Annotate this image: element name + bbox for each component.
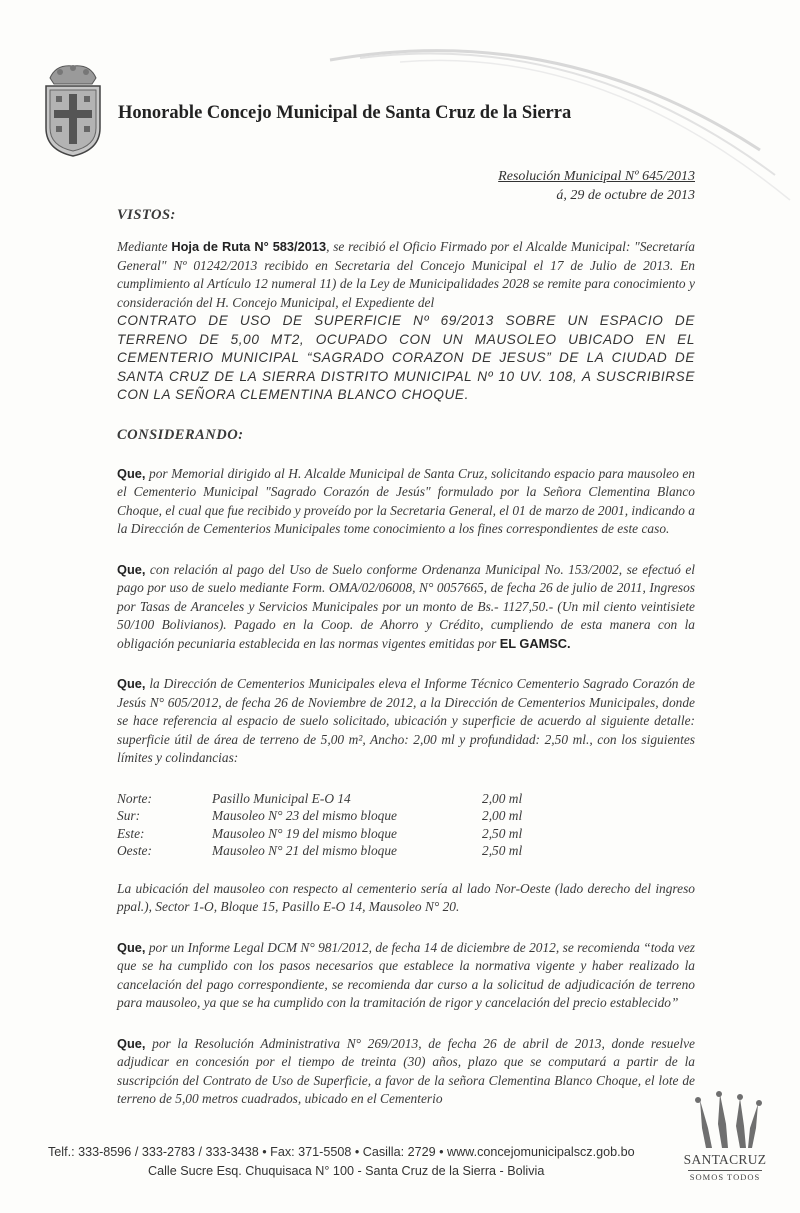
table-row: Norte: Pasillo Municipal E-O 14 2,00 ml — [117, 790, 523, 806]
considerando-paragraph-3: Que, la Dirección de Cementerios Municipales eleva el Informe Técnico Cementerio Sagrado Corazón de Jesús N° 605/2012, de fecha 26 de Noviembre de 2012, a la Dirección de Cementerios Municipales, donde se hace referencia al espacio de suelo solicitado, ubicación y superficie de acuerdo al siguiente detalle: superficie útil de área de terreno de 5,00 m², Ancho: 2,00 ml y profundidad: 2,50 ml., con los siguientes límites y colindancias: — [117, 676, 695, 765]
santa-cruz-logo-text — [680, 1152, 770, 1182]
document-body — [117, 205, 695, 1109]
logo-name: SANTACRUZ — [683, 1152, 767, 1167]
contract-title: CONTRATO DE USO DE SUPERFICIE Nº 69/2013 SOBRE UN ESPACIO DE TERRENO DE 5,00 MT2, OCUPADO CON UN MAUSOLEO UBICADO EN EL CEMENTERIO MUNICIPAL “SAGRADO CORAZON DE JESUS” DE LA CIUDAD DE SANTA CRUZ DE LA SIERRA DISTRITO MUNICIPAL Nº 10 UV. 108, A SUSCRIBIRSE CON LA SEÑORA CLEMENTINA BLANCO CHOQUE. — [117, 313, 695, 402]
boundaries-table — [117, 790, 562, 860]
footer-contact: Telf.: 333-8596 / 333-2783 / 333-3438 • Fax: 371-5508 • Casilla: 2729 • www.concejomunicipalscz.gob.bo — [48, 1145, 635, 1159]
considerando-paragraph-1: Que, por Memorial dirigido al H. Alcalde Municipal de Santa Cruz, solicitando espacio para mausoleo en el Cementerio Municipal "Sagrado Corazón de Jesús" formulado por la Señora Clementina Blanco Choque, el cual que fue recibido y proveído por la Secretaria General, el 01 de marzo de 2001, indicando a la Dirección de Cementerios Municipales tome conocimiento a los fines correspondientes de este caso. — [117, 465, 695, 536]
resolution-number: Resolución Municipal Nº 645/2013 — [498, 169, 695, 184]
table-row: Sur: Mausoleo N° 23 del mismo bloque 2,00 ml — [117, 808, 523, 823]
considerando-paragraph-5: Que, por la Resolución Administrativa N° 269/2013, de fecha 26 de abril de 2013, donde resuelve adjudicar en concesión por el tiempo de treinta (30) años, plazo que se computará a partir de la suscripción del Contrato de Uso de Superficie, a favor de la señora Clementina Blanco Choque, el lote de terreno de 5,00 metros cuadrados, ubicado en el Cementerio — [117, 1035, 695, 1106]
considerando-paragraph-2: Que, con relación al pago del Uso de Suelo conforme Ordenanza Municipal No. 153/2002, se efectuó el pago por uso de suelo mediante Form. OMA/02/06008, N° 0057665, de fecha 26 de julio de 2011, Ingresos por Tasas de Aranceles y Servicios Municipales por un monto de Bs.- 1127,50.- (Un mil ciento veintisiete 50/100 Bolivianos). Pagado en la Coop. de Ahorro y Crédito, cumpliendo de esta manera con la obligación pecuniaria establecida en las normas vigentes emitidas por EL GAMSC. — [117, 561, 695, 651]
logo-slogan: SOMOS TODOS — [689, 1172, 761, 1182]
table-row: Oeste: Mausoleo N° 21 del mismo bloque 2,50 ml — [117, 843, 523, 858]
hoja-de-ruta: Hoja de Ruta N° 583/2013 — [171, 239, 327, 254]
table-row: Este: Mausoleo N° 19 del mismo bloque 2,50 ml — [117, 825, 523, 841]
vistos-paragraph: Mediante Hoja de Ruta N° 583/2013, se recibió el Oficio Firmado por el Alcalde Municipal: "Secretaría General" Nº 01242/2013 recibido en Secretaria del Concejo Municipal el 17 de Julio de 2013. En cumplimiento al Artículo 12 numeral 11) de la Ley de Municipalidades 2028 se remite para conocimiento y consideración del H. Concejo Municipal, el Expediente del — [117, 239, 695, 310]
organization-title: Honorable Concejo Municipal de Santa Cruz de la Sierra — [118, 103, 572, 123]
gamsc: EL GAMSC. — [499, 635, 571, 651]
vistos-heading: VISTOS: — [117, 207, 176, 223]
resolution-date: á, 29 de octubre de 2013 — [556, 188, 695, 203]
coat-of-arms-icon — [38, 58, 108, 158]
considerando-paragraph-4: Que, por un Informe Legal DCM N° 981/2012, de fecha 14 de diciembre de 2012, se recomienda “toda vez que se ha cumplido con los pasos necesarios que establece la normativa vigente y haber realizado la cancelación del pago correspondiente, se recomienda dar curso a la solicitud de adjudicación de terreno para mausoleo, ya que se ha cumplido con la tramitación de rigor y cancelación del precio establecido” — [117, 939, 695, 1010]
location-paragraph: La ubicación del mausoleo con respecto al cementerio sería al lado Nor-Oeste (lado derecho del ingreso ppal.), Sector 1-O, Bloque 15, Pasillo E-O 14, Mausoleo N° 20. — [117, 880, 695, 914]
footer-address: Calle Sucre Esq. Chuquisaca N° 100 - Santa Cruz de la Sierra - Bolivia — [148, 1164, 545, 1178]
resolution-header — [498, 167, 695, 205]
considerando-heading: CONSIDERANDO: — [117, 426, 244, 443]
